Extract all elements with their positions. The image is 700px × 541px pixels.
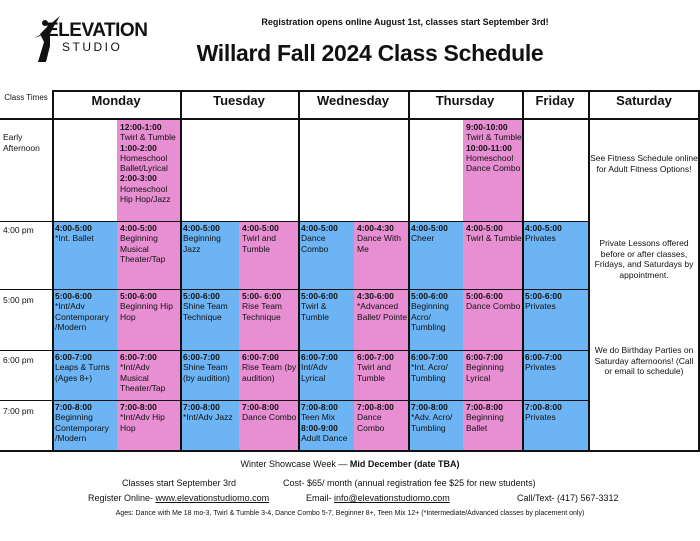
grid-line: [408, 90, 410, 451]
showcase-line: [0, 459, 700, 469]
class-name: Int/Adv Lyrical: [301, 362, 328, 383]
class-name: Cheer: [411, 233, 435, 244]
grid-line: [0, 118, 700, 120]
registration-announcement: Registration opens online August 1st, classes start September 3rd!: [261, 17, 549, 27]
class-name: Privates: [525, 301, 556, 312]
class-name: Dance With Me: [357, 233, 401, 254]
class-time: 4:00-5:00: [55, 223, 92, 233]
ages-note: Ages: Dance with Me 18 mo-3, Twirl & Tumble 3-4, Dance Combo 5-7, Beginner 8+, Teen Mix 12+ (*Intermediate/Advanced classes by placement only): [115, 510, 585, 517]
time-label-6pm: 6:00 pm: [3, 355, 34, 365]
class-time: 5:00-6:00: [55, 291, 92, 301]
class-name: *Int/Adv Contemporary /Modern: [55, 301, 109, 332]
logo-name: ELEVATION: [46, 20, 148, 41]
class-time: 6:00-7:00: [411, 352, 448, 362]
class-time: 4:00-5:00: [466, 223, 503, 233]
class-cell-thu-r6: [463, 350, 522, 400]
class-cell-tue-r6: [180, 350, 239, 400]
class-cell-tue-r5: [180, 289, 239, 350]
class-name: *Int/Adv Jazz: [183, 412, 233, 423]
grid-line: [522, 90, 524, 451]
class-name: *Adv. Acro/ Tumbling: [411, 412, 453, 433]
saturday-fitness-note: See Fitness Schedule online for Adult Fitness Options!: [590, 153, 698, 174]
class-cell-wed-r7: [354, 400, 408, 450]
day-header-monday: Monday: [91, 93, 141, 108]
grid-line: [588, 90, 590, 451]
email-link[interactable]: info@elevationstudiomo.com: [334, 493, 450, 503]
day-header-saturday: Saturday: [616, 93, 672, 108]
day-header-tuesday: Tuesday: [213, 93, 265, 108]
class-name: Twirl and Tumble: [242, 233, 277, 254]
class-time: 6:00-7:00: [55, 352, 92, 362]
class-time: 7:00-8:00: [183, 402, 220, 412]
class-name: *Int/Adv Hip Hop: [120, 412, 165, 433]
class-cell-fri-r6: [522, 350, 588, 400]
class-time: 7:00-8:00: [242, 402, 279, 412]
class-cell-thu-r4: [463, 221, 522, 289]
class-cell-wed-r6: [354, 350, 408, 400]
class-time: 7:00-8:00: [411, 402, 448, 412]
class-name: *Int. Ballet: [55, 233, 94, 244]
class-cell-wed-r6: [298, 350, 354, 400]
class-time: 4:00-4:30: [357, 223, 394, 233]
email-text: Email- info@elevationstudiomo.com: [306, 493, 450, 503]
class-cell-mon-r7: [52, 400, 117, 450]
class-time: 5:00- 6:00: [242, 291, 282, 301]
class-time: 4:00-5:00: [525, 223, 562, 233]
class-cell-thu-r7: [408, 400, 463, 450]
class-time: 4:00-5:00: [183, 223, 220, 233]
register-link[interactable]: www.elevationstudiomo.com: [155, 493, 270, 503]
class-name: Privates: [525, 362, 556, 373]
class-time: 6:00-7:00: [357, 352, 394, 362]
showcase-label: Winter Showcase Week —: [240, 459, 350, 469]
class-cell-wed-r4: [298, 221, 354, 289]
class-time: 7:00-8:00: [357, 402, 394, 412]
class-cell-thu-r5: [463, 289, 522, 350]
class-time: 6:00-7:00: [242, 352, 279, 362]
logo-subtitle: STUDIO: [62, 40, 123, 54]
grid-line: [698, 90, 700, 451]
class-cell-fri-r5: [522, 289, 588, 350]
class-time: 5:00-6:00: [466, 291, 503, 301]
class-time: 6:00-7:00: [120, 352, 157, 362]
class-cell-mon-r4: [117, 221, 180, 289]
class-cell-thu-r4: [408, 221, 463, 289]
class-cell-wed-r4: [354, 221, 408, 289]
class-name: Beginning Lyrical: [466, 362, 504, 383]
grid-line: [0, 450, 700, 452]
schedule-table: [0, 90, 700, 452]
class-time: 4:00-5:00: [120, 223, 157, 233]
class-name: Teen Mix: [301, 412, 336, 423]
class-times-header: Class Times: [4, 93, 48, 102]
grid-line: [180, 90, 182, 451]
grid-line: [298, 90, 300, 451]
class-name: Adult Dance: [301, 432, 348, 443]
class-name: Twirl & Tumble: [466, 233, 522, 244]
cost-text: Cost- $65/ month (annual registration fee $25 for new students): [283, 478, 536, 488]
class-name: Beginning Jazz: [183, 233, 221, 254]
showcase-date: Mid December (date TBA): [349, 459, 460, 469]
class-name: Dance Combo: [301, 233, 329, 254]
class-name: *Int/Adv Musical Theater/Tap: [120, 362, 166, 393]
class-cell-wed-r7: [298, 400, 354, 450]
class-name: Beginning Contemporary /Modern: [55, 412, 109, 443]
day-header-thursday: Thursday: [435, 93, 495, 108]
class-cell-tue-r7: [180, 400, 239, 450]
class-name: Beginning Acro/ Tumbling: [411, 301, 449, 332]
grid-line: [0, 350, 590, 351]
time-label-4pm: 4:00 pm: [3, 225, 34, 235]
class-time: 5:00-6:00: [183, 291, 220, 301]
classes-start-text: Classes start September 3rd: [122, 478, 237, 488]
class-time: 4:30-6:00: [357, 291, 394, 301]
class-name: Shine Team (by audition): [183, 362, 230, 383]
class-time: 6:00-7:00: [525, 352, 562, 362]
saturday-private-lessons-note: Private Lessons offered before or after classes, Fridays, and Saturdays by appointment.: [594, 238, 694, 280]
class-time: 5:00-6:00: [525, 291, 562, 301]
class-name: Shine Team Technique: [183, 301, 228, 322]
grid-line: [0, 400, 590, 401]
class-time: 4:00-5:00: [301, 223, 338, 233]
class-cell-tue-r4: [180, 221, 239, 289]
class-cell-thu-r7: [463, 400, 522, 450]
saturday-birthday-note: We do Birthday Parties on Saturday afternoons! (Call or email to schedule): [594, 345, 694, 376]
class-cell-fri-r4: [522, 221, 588, 289]
class-name: Beginning Musical Theater/Tap: [120, 233, 166, 264]
class-cell-wed-r5: [354, 289, 408, 350]
class-time: 6:00-7:00: [301, 352, 338, 362]
time-label-early: Early Afternoon: [3, 132, 40, 153]
class-name: Privates: [525, 233, 556, 244]
class-time: 5:00-6:00: [411, 291, 448, 301]
class-name: Dance Combo: [466, 301, 521, 312]
class-cell-mon-r6: [52, 350, 117, 400]
class-cell-mon-r4: [52, 221, 117, 289]
class-cell-tue-r6: [239, 350, 298, 400]
class-name: Leaps & Turns (Ages 8+): [55, 362, 110, 383]
class-time: 5:00-6:00: [120, 291, 157, 301]
class-name: Dance Combo: [242, 412, 297, 423]
class-cell-thu-r5: [408, 289, 463, 350]
grid-line: [52, 90, 700, 92]
class-name: Privates: [525, 412, 556, 423]
class-name: Rise Team (by audition): [242, 362, 297, 383]
time-label-7pm: 7:00 pm: [3, 406, 34, 416]
class-time: 7:00-8:00: [525, 402, 562, 412]
day-header-wednesday: Wednesday: [316, 93, 389, 108]
grid-line: [52, 90, 54, 451]
class-cell-tue-r7: [239, 400, 298, 450]
class-time: 7:00-8:00: [301, 402, 338, 412]
class-name: Dance Combo: [357, 412, 385, 433]
class-time: 8:00-9:00: [301, 422, 338, 433]
class-cell-thu-early: 9:00-10:00 Twirl & Tumble 10:00-11:00 Homeschool Dance Combo: [463, 120, 522, 221]
class-name: Beginning Ballet: [466, 412, 504, 433]
class-time: 7:00-8:00: [120, 402, 157, 412]
class-name: *Advanced Ballet/ Pointe: [357, 301, 408, 322]
class-name: *Int. Acro/ Tumbling: [411, 362, 448, 383]
grid-line: [0, 221, 590, 222]
day-header-friday: Friday: [535, 93, 575, 108]
grid-line: [0, 289, 590, 290]
class-cell-tue-r5: [239, 289, 298, 350]
class-cell-tue-r4: [239, 221, 298, 289]
class-name: Twirl & Tumble: [301, 301, 330, 322]
class-cell-fri-r7: [522, 400, 588, 450]
page-title: Willard Fall 2024 Class Schedule: [196, 40, 544, 66]
class-cell-mon-r5: [117, 289, 180, 350]
class-cell-wed-r5: [298, 289, 354, 350]
class-cell-mon-r7: [117, 400, 180, 450]
class-time: 6:00-7:00: [183, 352, 220, 362]
class-name: Twirl and Tumble: [357, 362, 392, 383]
register-text: Register Online- www.elevationstudiomo.com: [88, 493, 270, 503]
class-time: 6:00-7:00: [466, 352, 503, 362]
class-time: 7:00-8:00: [466, 402, 503, 412]
class-cell-mon-early: 12:00-1:00 Twirl & Tumble 1:00-2:00 Homeschool Ballet/Lyrical 2:00-3:00 Homeschool Hip Hop/Jazz: [117, 120, 180, 221]
class-cell-mon-r5: [52, 289, 117, 350]
class-time: 7:00-8:00: [55, 402, 92, 412]
class-time: 4:00-5:00: [411, 223, 448, 233]
class-cell-thu-r6: [408, 350, 463, 400]
class-time: 4:00-5:00: [242, 223, 279, 233]
class-name: Rise Team Technique: [242, 301, 282, 322]
class-time: 5:00-6:00: [301, 291, 338, 301]
class-cell-mon-r6: [117, 350, 180, 400]
call-text: Call/Text- (417) 567-3312: [517, 493, 619, 503]
time-label-5pm: 5:00 pm: [3, 295, 34, 305]
class-name: Beginning Hip Hop: [120, 301, 173, 322]
